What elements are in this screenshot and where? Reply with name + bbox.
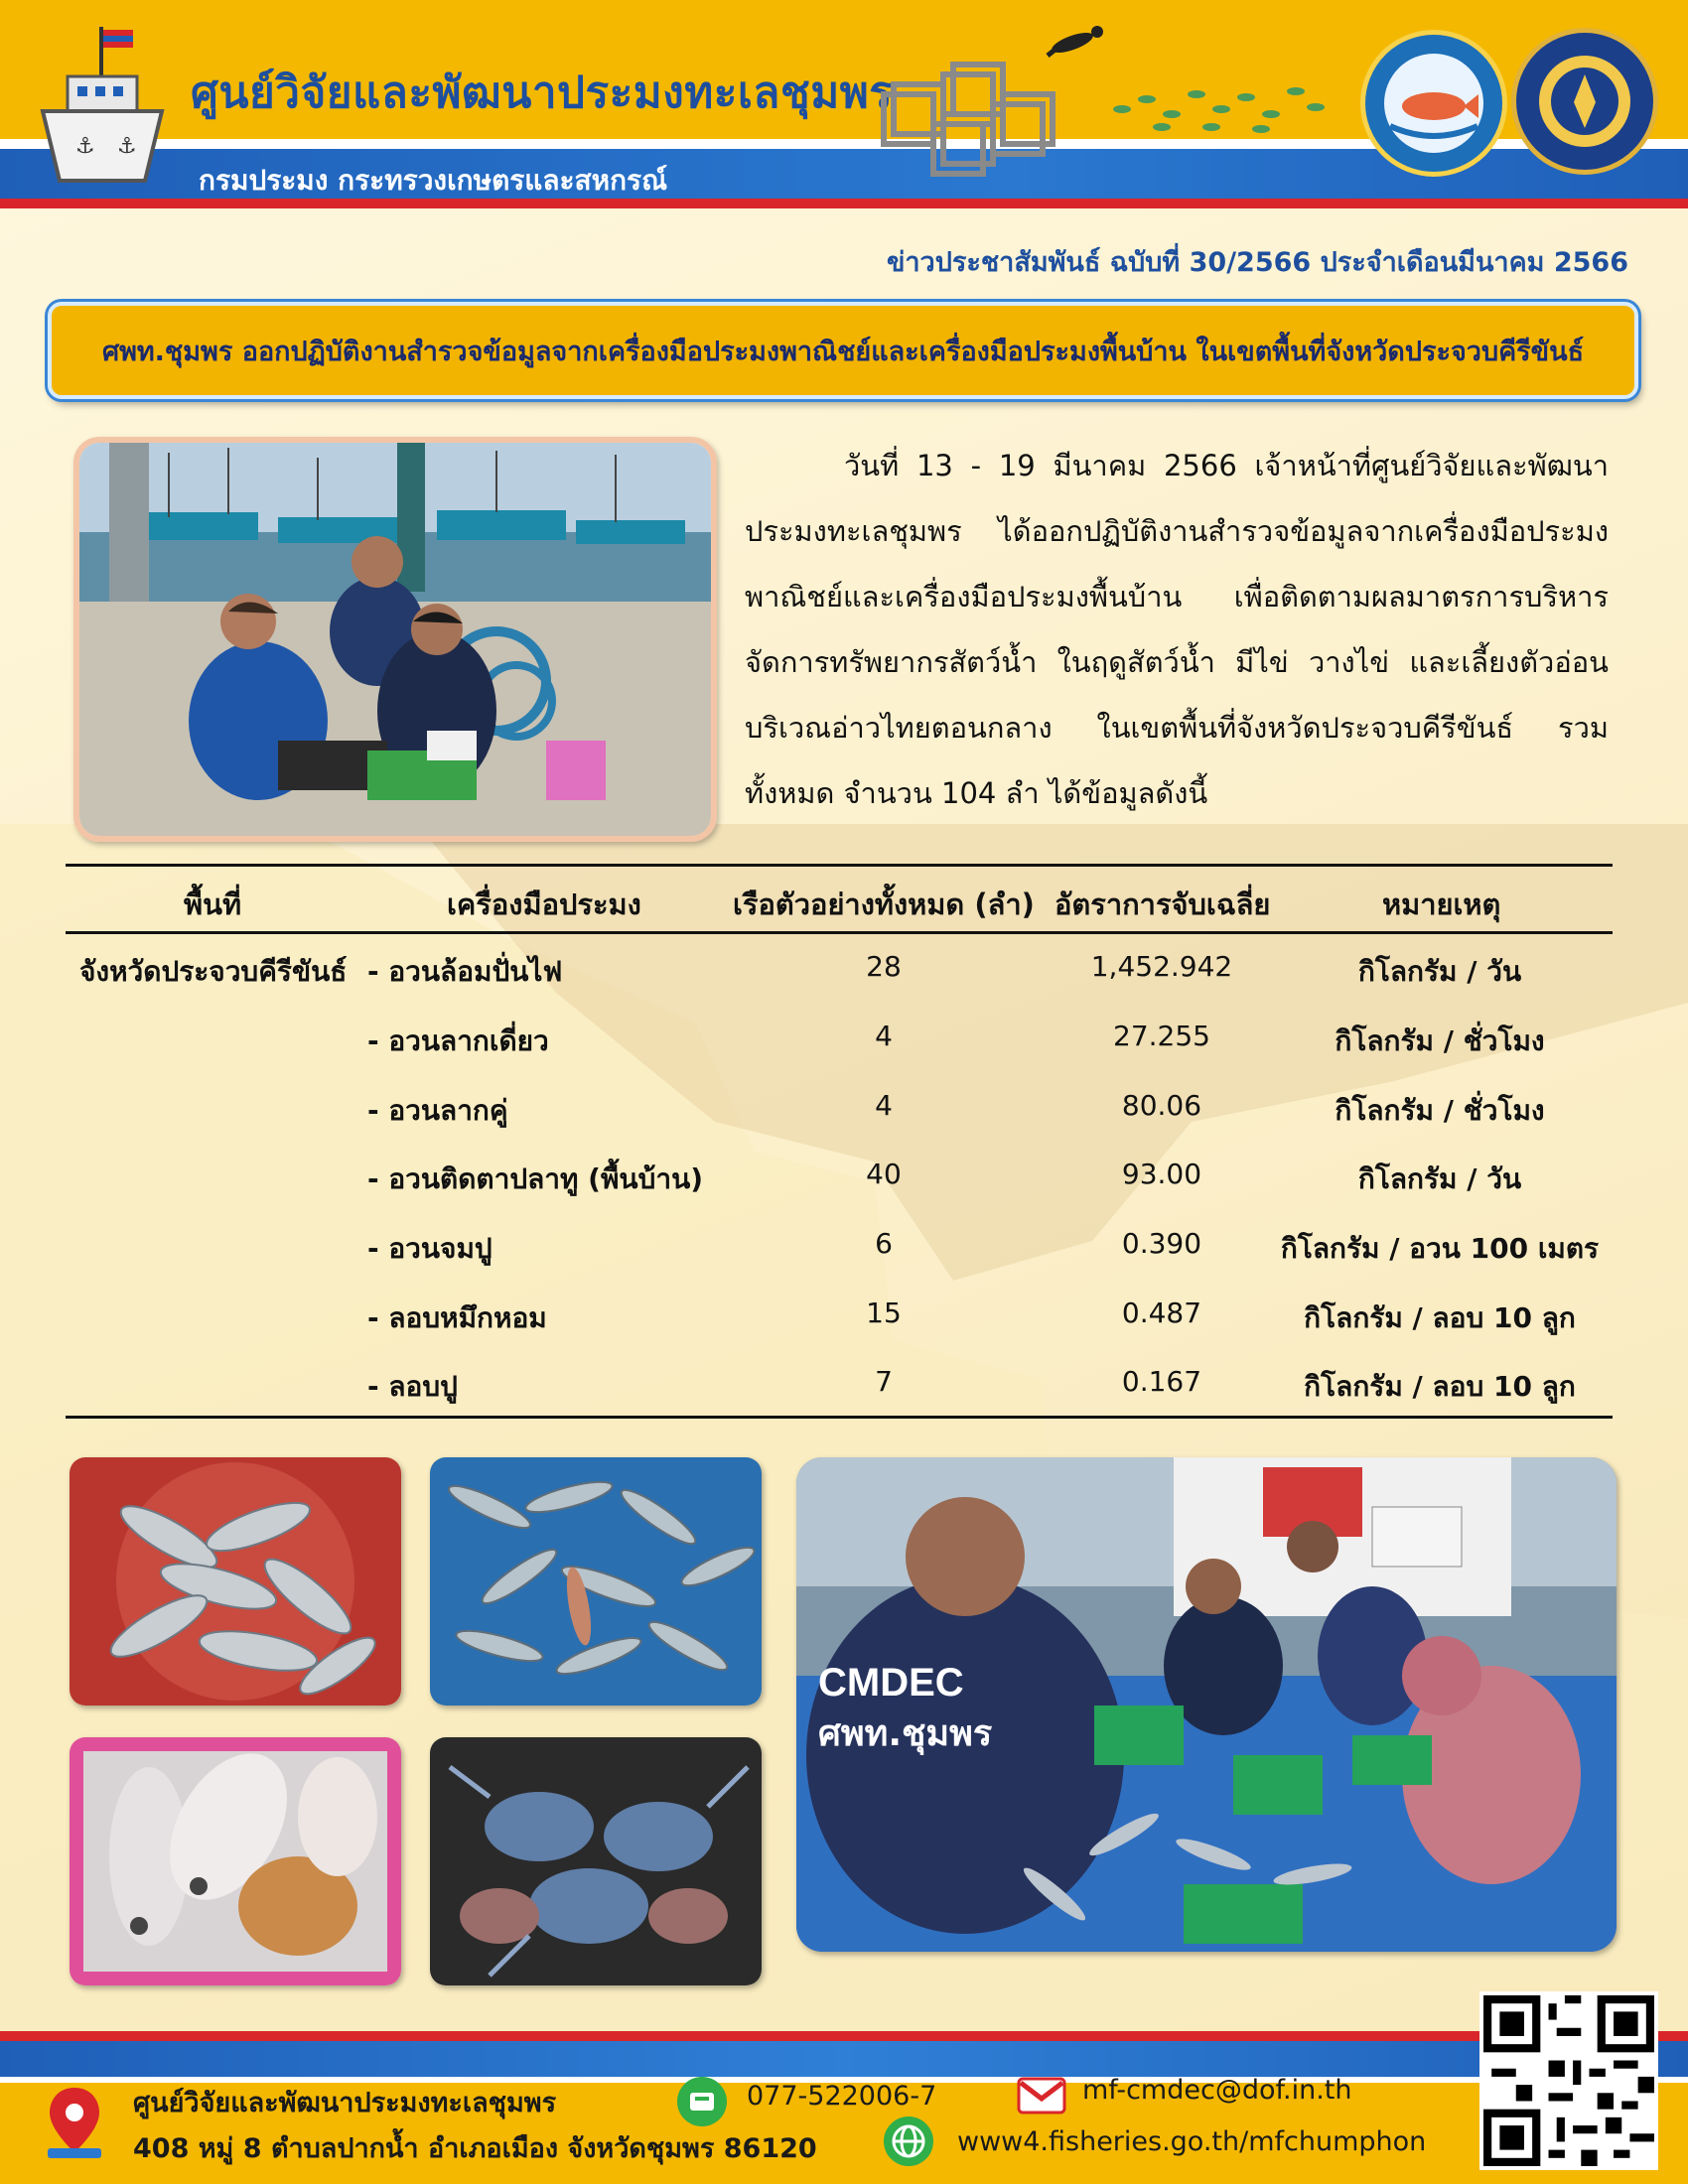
table-row xyxy=(0,1297,1688,1356)
svg-text:⚓: ⚓ xyxy=(117,134,137,159)
cell-gear: - อวนติดตาปลาทู (พื้นบ้าน) xyxy=(367,1162,704,1195)
research-center-seal-icon xyxy=(1360,30,1507,177)
cell-boats: 4 xyxy=(875,1020,893,1052)
cell-rate: 0.390 xyxy=(1121,1227,1202,1260)
cell-gear: - ลอบปู xyxy=(367,1370,458,1403)
fish-school-icon xyxy=(1102,69,1331,139)
department-name: กรมประมง กระทรวงเกษตรและสหกรณ์ xyxy=(199,164,668,197)
table-header-note: หมายเหตุ xyxy=(1382,887,1501,921)
table-row xyxy=(0,950,1688,1010)
cell-area: จังหวัดประจวบคีรีขันธ์ xyxy=(79,955,348,988)
cell-boats: 40 xyxy=(866,1158,902,1190)
cell-boats: 7 xyxy=(875,1365,893,1398)
cell-boats: 6 xyxy=(875,1227,893,1260)
cell-rate: 27.255 xyxy=(1113,1020,1210,1052)
cell-gear: - อวนลากคู่ xyxy=(367,1094,508,1127)
cell-boats: 28 xyxy=(866,950,902,983)
cell-note: กิโลกรัม / ชั่วโมง xyxy=(1335,1094,1545,1127)
photo-shirt-logo: CMDEC xyxy=(818,1661,964,1705)
footer-address: 408 หมู่ 8 ตำบลปากน้ำ อำเภอเมือง จังหวัดชุมพร 86120 xyxy=(133,2133,817,2164)
table-row xyxy=(0,1158,1688,1217)
table-header-area: พื้นที่ xyxy=(184,887,242,921)
footer-band-blue xyxy=(0,2041,1688,2077)
phone-icon xyxy=(675,2075,729,2128)
news-title: ศพท.ชุมพร ออกปฏิบัติงานสำรวจข้อมูลจากเครื่องมือประมงพาณิชย์และเครื่องมือประมงพื้นบ้าน ในเขตพื้นที่จังหวัดประจวบคีรีขันธ์ xyxy=(101,336,1585,367)
cell-note: กิโลกรัม / ลอบ 10 ลูก xyxy=(1304,1370,1576,1403)
news-title-box xyxy=(48,302,1638,399)
center-name: ศูนย์วิจัยและพัฒนาประมงทะเลชุมพร xyxy=(191,68,894,118)
photo-shirt-subtitle: ศพท.ชุมพร xyxy=(818,1713,993,1754)
intro-paragraph: วันที่ 13 - 19 มีนาคม 2566 เจ้าหน้าที่ศูนย์วิจัยและพัฒนาประมงทะเลชุมพร ได้ออกปฏิบัติงานสำรวจข้อมูลจากเครื่องมือประมงพาณิชย์และเครื่องมือประมงพื้นบ้าน เพื่อติดตามผลมาตรการบริหารจัดการทรัพยากรสัตว์น้ำ ในฤดูสัตว์น้ำ มีไข่ วางไข่ และเลี้ยงตัวอ่อน บริเวณอ่าวไทยตอนกลาง ในเขตพื้นที่จังหวัดประจวบคีรีขันธ์ รวมทั้งหมด จำนวน 104 ลำ ได้ข้อมูลดังนี้ xyxy=(745,449,1609,810)
photo-fish-on-tarp xyxy=(430,1457,762,1706)
artificial-reef-cubes-icon xyxy=(874,55,1082,184)
cell-gear: - อวนลากเดี่ยว xyxy=(367,1024,549,1057)
svg-text:⚓: ⚓ xyxy=(75,134,95,159)
cell-gear: - อวนจมปู xyxy=(367,1232,492,1265)
cell-rate: 1,452.942 xyxy=(1090,950,1233,983)
globe-icon xyxy=(882,2115,935,2168)
photo-officers-sorting-catch xyxy=(796,1457,1617,1952)
cell-rate: 93.00 xyxy=(1121,1158,1202,1190)
qr-code-icon[interactable] xyxy=(1479,1991,1658,2170)
email-icon xyxy=(1017,2075,1066,2116)
cell-note: กิโลกรัม / วัน xyxy=(1357,1162,1522,1195)
cell-gear: - อวนล้อมปั่นไฟ xyxy=(367,955,563,988)
cell-boats: 15 xyxy=(866,1297,902,1329)
diver-icon xyxy=(1043,18,1112,68)
footer-phone[interactable]: 077-522006-7 xyxy=(747,2081,937,2112)
cell-boats: 4 xyxy=(875,1089,893,1122)
cell-note: กิโลกรัม / วัน xyxy=(1357,955,1522,988)
table-header-rate: อัตราการจับเฉลี่ย xyxy=(1055,887,1271,921)
issue-line: ข่าวประชาสัมพันธ์ ฉบับที่ 30/2566 ประจำเดือนมีนาคม 2566 xyxy=(886,247,1628,278)
cell-note: กิโลกรัม / ชั่วโมง xyxy=(1335,1024,1545,1057)
table-header-gear: เครื่องมือประมง xyxy=(447,887,641,921)
cell-note: กิโลกรัม / อวน 100 เมตร xyxy=(1280,1232,1600,1265)
cell-rate: 0.487 xyxy=(1121,1297,1202,1329)
table-row xyxy=(0,1365,1688,1425)
location-pin-icon xyxy=(40,2083,109,2162)
footer-center-name: ศูนย์วิจัยและพัฒนาประมงทะเลชุมพร xyxy=(133,2088,557,2118)
photo-mackerel-basket xyxy=(70,1457,401,1706)
table-header-boats: เรือตัวอย่างทั้งหมด (ลำ) xyxy=(733,887,1035,921)
table-rule-top xyxy=(66,864,1613,867)
footer-band-red xyxy=(0,2031,1688,2041)
footer-website[interactable]: www4.fisheries.go.th/mfchumphon xyxy=(957,2126,1427,2157)
department-of-fisheries-seal-icon xyxy=(1511,28,1658,175)
photo-officers-harbor xyxy=(73,437,717,842)
table-rule-header xyxy=(66,931,1613,934)
ship-logo-icon xyxy=(38,22,167,191)
cell-note: กิโลกรัม / ลอบ 10 ลูก xyxy=(1304,1301,1576,1334)
photo-squid-basket xyxy=(70,1737,401,1985)
cell-rate: 80.06 xyxy=(1121,1089,1202,1122)
cell-rate: 0.167 xyxy=(1121,1365,1202,1398)
table-row xyxy=(0,1227,1688,1287)
footer-email[interactable]: mf-cmdec@dof.in.th xyxy=(1082,2075,1352,2106)
table-row xyxy=(0,1089,1688,1149)
photo-crabs-basket xyxy=(430,1737,762,1985)
table-row xyxy=(0,1020,1688,1079)
cell-gear: - ลอบหมึกหอม xyxy=(367,1301,547,1334)
